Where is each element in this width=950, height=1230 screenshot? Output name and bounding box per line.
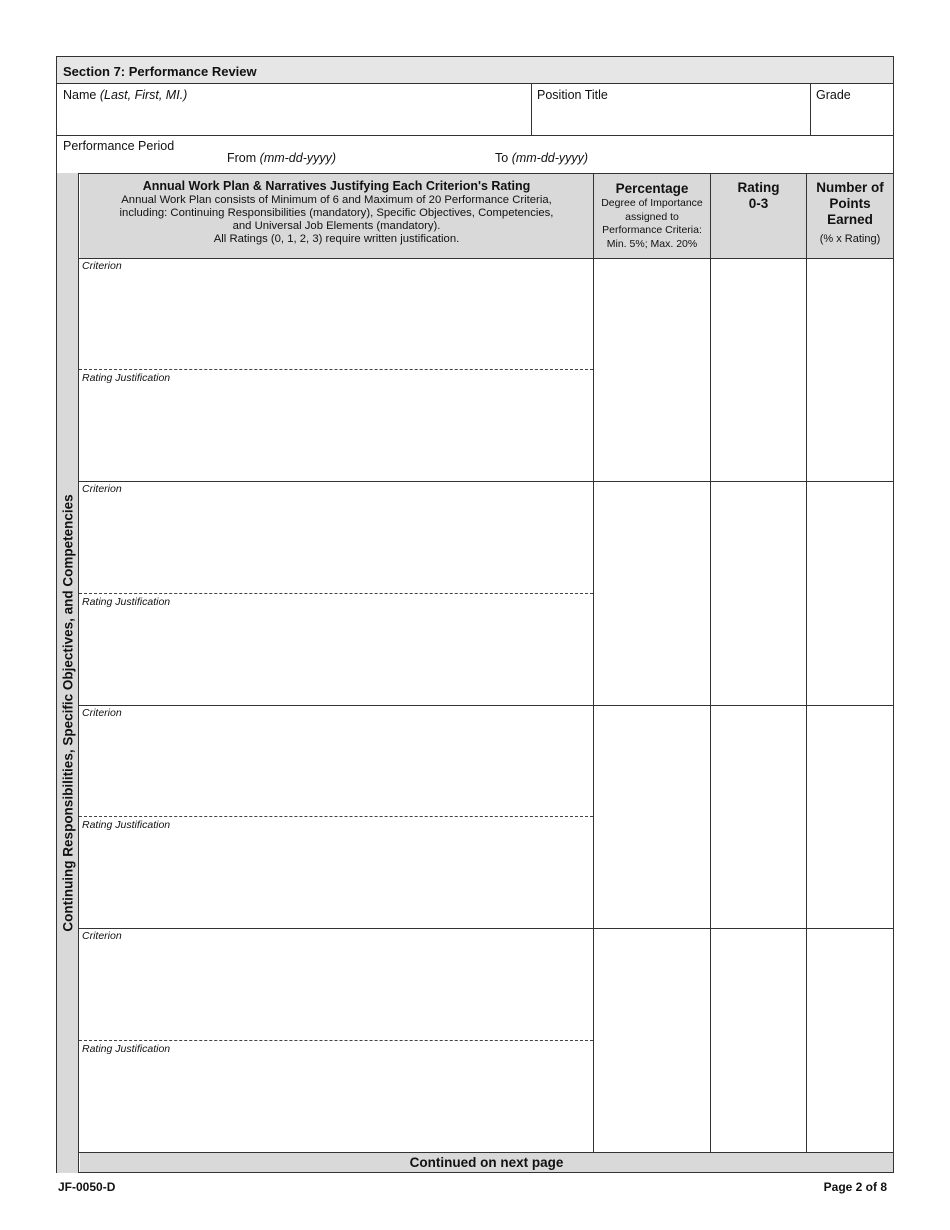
percentage-line4: Min. 5%; Max. 20%	[606, 237, 698, 250]
grade-input-area[interactable]	[811, 85, 893, 135]
grade-label: Grade	[816, 88, 851, 102]
section-title: Section 7: Performance Review	[57, 57, 893, 84]
criterion-label: Criterion	[82, 260, 122, 272]
performance-period-label: Performance Period	[63, 139, 175, 153]
justification-input-1[interactable]	[80, 370, 593, 481]
name-hint: (Last, First, MI.)	[99, 88, 188, 102]
form-code: JF-0050-D	[58, 1180, 116, 1194]
page-number: Page 2 of 8	[823, 1180, 887, 1194]
annual-work-plan-title: Annual Work Plan & Narratives Justifying Each Criterion's Rating	[142, 179, 531, 193]
name-input-area[interactable]	[57, 85, 531, 135]
annual-work-plan-line3: and Universal Job Elements (mandatory).	[232, 220, 441, 232]
percentage-title: Percentage	[615, 181, 689, 196]
from-date-input[interactable]	[307, 137, 487, 171]
from-label: From	[227, 151, 257, 165]
annual-work-plan-line2: including: Continuing Responsibilities (mandatory), Specific Objectives, Competencies,	[119, 207, 554, 219]
rating-input-4[interactable]	[711, 929, 806, 1152]
annual-work-plan-line1: Annual Work Plan consists of Minimum of 6 and Maximum of 20 Performance Criteria,	[121, 194, 552, 206]
percentage-input-2[interactable]	[594, 482, 710, 705]
points-line1: Number of	[816, 180, 884, 195]
justification-input-4[interactable]	[80, 1041, 593, 1152]
rating-justification-label: Rating Justification	[82, 596, 171, 608]
rating-justification-label: Rating Justification	[82, 819, 171, 831]
annual-work-plan-header	[80, 179, 593, 246]
criterion-label: Criterion	[82, 930, 122, 942]
percentage-line1: Degree of Importance	[601, 197, 703, 209]
percentage-input-4[interactable]	[594, 929, 710, 1152]
continued-on-next-page: Continued on next page	[80, 1153, 893, 1172]
criterion-input-1[interactable]	[80, 259, 593, 369]
points-input-2[interactable]	[807, 482, 893, 705]
criterion-label: Criterion	[82, 483, 122, 495]
to-field-label	[495, 151, 588, 165]
to-hint: (mm-dd-yyyy)	[511, 151, 589, 165]
from-hint: (mm-dd-yyyy)	[259, 151, 337, 165]
points-header	[807, 180, 893, 247]
rating-justification-label: Rating Justification	[82, 1043, 171, 1055]
percentage-header	[594, 180, 710, 251]
to-date-input[interactable]	[577, 137, 807, 171]
to-label: To	[495, 151, 509, 165]
criterion-label: Criterion	[82, 707, 122, 719]
rating-input-2[interactable]	[711, 482, 806, 705]
rating-title: Rating	[737, 180, 780, 195]
justification-input-3[interactable]	[80, 817, 593, 928]
rating-header	[711, 180, 806, 212]
points-line3: Earned	[827, 212, 873, 227]
rating-range: 0-3	[748, 196, 769, 211]
percentage-line2: assigned to	[625, 210, 679, 223]
percentage-input-1[interactable]	[594, 259, 710, 481]
position-title-input-area[interactable]	[532, 85, 810, 135]
percentage-line3: Performance Criteria:	[602, 224, 702, 236]
points-input-3[interactable]	[807, 706, 893, 928]
position-title-label: Position Title	[537, 88, 608, 102]
side-label-column	[57, 173, 79, 1173]
side-label: Continuing Responsibilities, Specific Objectives, and Competencies	[60, 494, 76, 932]
rating-justification-label: Rating Justification	[82, 372, 171, 384]
rating-input-3[interactable]	[711, 706, 806, 928]
percentage-input-3[interactable]	[594, 706, 710, 928]
performance-review-form	[56, 56, 894, 1173]
points-input-4[interactable]	[807, 929, 893, 1152]
criterion-input-3[interactable]	[80, 706, 593, 816]
points-formula: (% x Rating)	[819, 233, 881, 245]
justification-input-2[interactable]	[80, 594, 593, 705]
points-input-1[interactable]	[807, 259, 893, 481]
points-line2: Points	[829, 196, 871, 211]
rating-input-1[interactable]	[711, 259, 806, 481]
criterion-input-4[interactable]	[80, 929, 593, 1040]
criterion-input-2[interactable]	[80, 482, 593, 593]
name-label: Name	[63, 88, 97, 102]
annual-work-plan-line4: All Ratings (0, 1, 2, 3) require written justification.	[213, 233, 460, 245]
